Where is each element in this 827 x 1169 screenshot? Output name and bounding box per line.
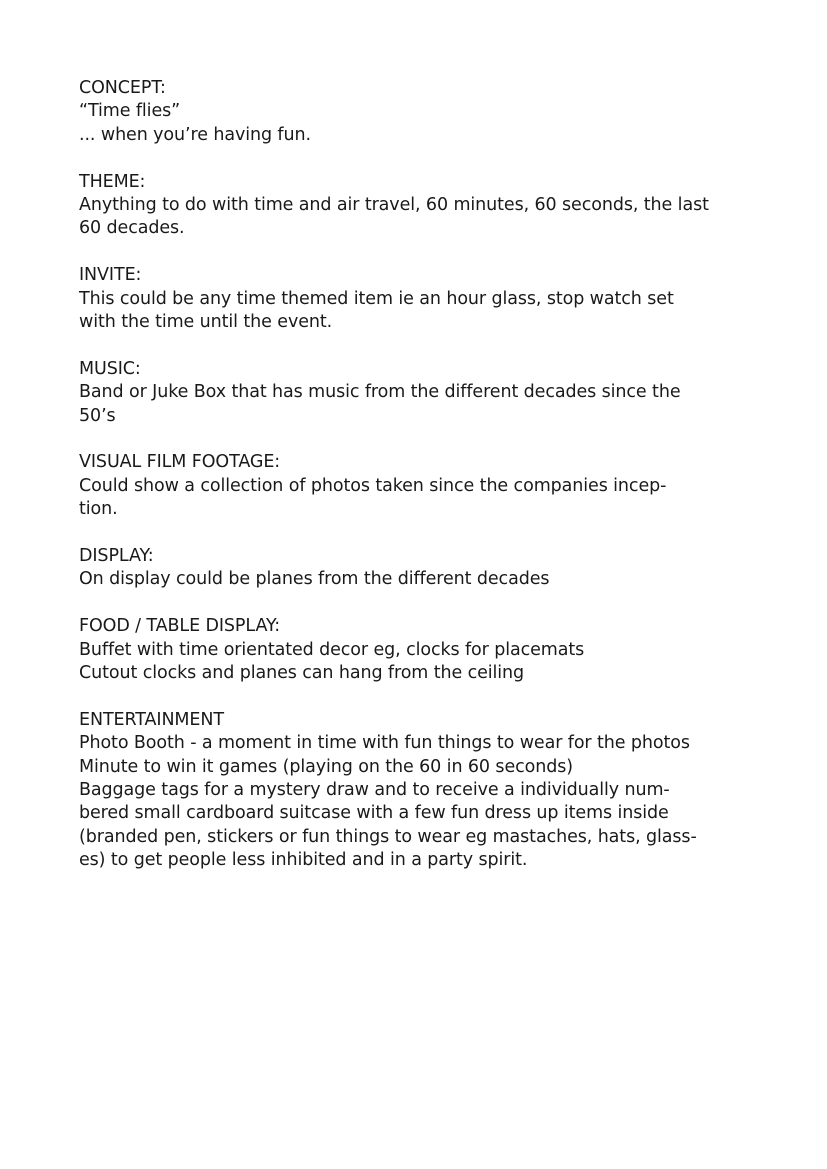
section-line: This could be any time themed item ie an hour glass, stop watch set xyxy=(79,288,674,309)
section-line: bered small cardboard suitcase with a few fun dress up items inside xyxy=(79,803,669,824)
section-line: tion. xyxy=(79,499,118,520)
section-concept xyxy=(79,77,759,147)
section-heading: INVITE: xyxy=(79,265,142,286)
section-line: (branded pen, stickers or fun things to wear eg mastaches, hats, glass- xyxy=(79,826,697,847)
section-heading: ENTERTAINMENT xyxy=(79,709,224,730)
document-page xyxy=(79,77,759,896)
section-music xyxy=(79,358,759,428)
section-line: Anything to do with time and air travel, 60 minutes, 60 seconds, the last xyxy=(79,195,709,216)
section-line: es) to get people less inhibited and in a party spirit. xyxy=(79,850,528,871)
section-heading: FOOD / TABLE DISPLAY: xyxy=(79,616,281,637)
section-line: Cutout clocks and planes can hang from the ceiling xyxy=(79,663,525,684)
section-invite xyxy=(79,264,759,334)
section-display xyxy=(79,545,759,592)
section-line: Buffet with time orientated decor eg, clocks for placemats xyxy=(79,639,585,660)
section-line: “Time flies” xyxy=(79,101,181,122)
section-heading: THEME: xyxy=(79,171,146,192)
section-theme xyxy=(79,171,759,241)
section-line: Baggage tags for a mystery draw and to receive a individually num- xyxy=(79,780,670,801)
section-line: Could show a collection of photos taken since the companies incep- xyxy=(79,475,667,496)
section-heading: DISPLAY: xyxy=(79,546,154,567)
section-line: Photo Booth - a moment in time with fun things to wear for the photos xyxy=(79,733,690,754)
section-line: ... when you’re having fun. xyxy=(79,124,311,145)
section-heading: CONCEPT: xyxy=(79,78,166,98)
section-heading: VISUAL FILM FOOTAGE: xyxy=(79,452,281,473)
section-line: Band or Juke Box that has music from the different decades since the xyxy=(79,382,681,403)
section-entertainment xyxy=(79,709,759,873)
section-heading: MUSIC: xyxy=(79,358,141,379)
section-line: with the time until the event. xyxy=(79,312,333,333)
section-line: On display could be planes from the different decades xyxy=(79,569,550,590)
section-visual-film-footage xyxy=(79,451,759,521)
section-food-table-display xyxy=(79,615,759,685)
section-line: Minute to win it games (playing on the 60 in 60 seconds) xyxy=(79,756,573,777)
section-line: 60 decades. xyxy=(79,218,185,239)
section-line: 50’s xyxy=(79,405,116,426)
